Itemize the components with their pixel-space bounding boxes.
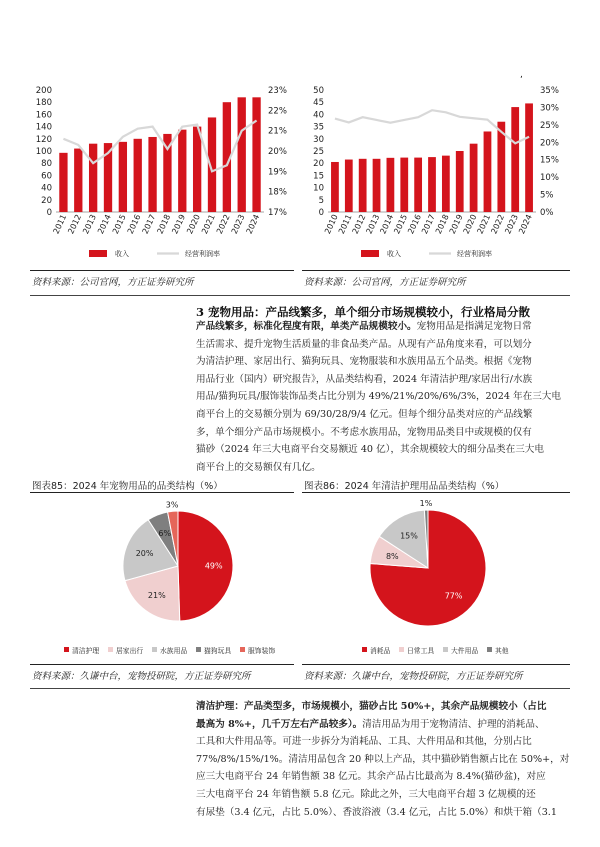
pie-value-label: 21% <box>147 590 166 600</box>
para-line: 用品/猫狗玩具/服饰装饰品类占比分别为 49%/21%/20%/6%/3%，2024 年在三大电 <box>196 391 561 403</box>
x-tick-label: 2021 <box>200 213 217 236</box>
y-tick-label: 15 <box>313 171 324 182</box>
y-tick-label: 35 <box>313 122 324 133</box>
y-tick-label: 0 <box>46 208 52 218</box>
fig85-source: 资料来源：久谦中台，宠物投研院，方正证券研究所 <box>32 671 251 682</box>
corner-mark: , <box>520 70 523 80</box>
x-tick-label: 2020 <box>461 213 479 236</box>
x-tick-label: 2023 <box>229 213 247 236</box>
bottom-paragraph <box>196 698 570 821</box>
divider <box>30 492 294 493</box>
para-line: 生活需求、提升宠物生活质量的非食品类产品。从现有产品角度来看，可以划分 <box>196 338 532 350</box>
x-tick-label: 2013 <box>364 213 382 236</box>
divider <box>30 664 294 665</box>
legend-swatch-bar <box>89 250 107 257</box>
legend-label: 服饰装饰 <box>248 647 276 655</box>
y-tick-label: 50 <box>313 86 324 96</box>
fig86-source: 资料来源：久谦中台，宠物投研院，方正证券研究所 <box>304 671 523 682</box>
legend-label: 日常工具 <box>407 647 435 655</box>
y2-tick-label: 30% <box>540 103 559 114</box>
bar <box>345 160 353 212</box>
chart-revenue-2011-2024 <box>30 82 298 267</box>
pie-value-label: 20% <box>135 549 154 559</box>
para-line: 商平台上的交易额仅有几亿。 <box>196 461 321 473</box>
para-line: 工具和大件用品等。可进一步拆分为消耗品、工具、大件用品和其他，分别占比 <box>196 736 532 748</box>
x-tick-label: 2018 <box>155 213 173 236</box>
para-line: 三大电商平台 24 年销售额 5.8 亿元。除此之外，三大电商平台超 3 亿规模的还 <box>196 788 536 800</box>
divider <box>30 270 294 271</box>
y-tick-label: 0 <box>318 208 324 218</box>
para-line: 有尿垫（3.4 亿元，占比 5.0%）、香波浴液（3.4 亿元，占比 5.0%）和烘干箱（3.1 <box>196 806 557 818</box>
y-tick-label: 40 <box>41 183 52 194</box>
x-tick-label: 2014 <box>96 213 113 236</box>
legend-swatch-bar <box>361 250 379 257</box>
x-tick-label: 2014 <box>378 213 396 236</box>
x-tick-label: 2022 <box>214 213 232 236</box>
legend-label: 清洁护理 <box>72 647 100 655</box>
legend-label: 经营利润率 <box>457 250 492 258</box>
x-tick-label: 2017 <box>420 213 437 236</box>
para-lead: 产品线繁多，标准化程度有限，单类产品规模较小。 <box>196 321 417 332</box>
divider <box>302 664 570 665</box>
y-tick-label: 100 <box>35 147 52 157</box>
legend-swatch <box>64 647 69 652</box>
para-line: 多，单个细分产品市场规模小。不考虑水族用品，宠物用品类目中或规模的仅有 <box>196 426 532 438</box>
y-tick-label: 5 <box>318 195 324 206</box>
legend-swatch <box>362 647 367 652</box>
bar <box>484 131 492 212</box>
para-line: 77%/8%/15%/1%。清洁用品包含 20 种以上产品，其中猫砂销售额占比在 50%+，对 <box>196 753 570 765</box>
y-tick-label: 200 <box>35 86 52 96</box>
bar <box>414 158 422 212</box>
x-tick-label: 2017 <box>140 213 158 236</box>
pie-value-label: 49% <box>204 561 223 571</box>
bar <box>331 162 339 212</box>
para-lead: 清洁护理：产品类型多，市场规模小，猫砂占比 50%+，其余产品规模较小（占比 <box>196 701 547 712</box>
y2-tick-label: 22% <box>268 106 287 117</box>
y2-tick-label: 5% <box>540 190 554 201</box>
chart-left-source: 资料来源：公司官网，方正证券研究所 <box>32 277 194 288</box>
y2-tick-label: 18% <box>268 187 287 198</box>
x-tick-label: 2021 <box>475 213 493 236</box>
para-lead: 最高为 8%+，几千万左右产品较多）。 <box>196 718 363 730</box>
y2-tick-label: 25% <box>540 120 559 131</box>
legend-swatch <box>399 647 404 652</box>
x-tick-label: 2012 <box>350 213 368 236</box>
y-tick-label: 180 <box>35 98 52 109</box>
bar <box>470 144 478 212</box>
bar <box>74 149 82 212</box>
y2-tick-label: 17% <box>268 208 287 218</box>
legend-swatch <box>487 647 492 652</box>
y-tick-label: 60 <box>41 171 52 182</box>
x-tick-label: 2019 <box>170 213 188 236</box>
bar <box>511 107 519 212</box>
y2-tick-label: 19% <box>268 167 287 178</box>
y-tick-label: 20 <box>41 195 52 206</box>
divider <box>30 688 570 689</box>
y-tick-label: 45 <box>313 98 324 109</box>
legend-swatch <box>152 647 157 652</box>
x-tick-label: 2022 <box>489 213 507 236</box>
pie-cleaning-care <box>302 496 570 660</box>
y2-tick-label: 10% <box>540 173 559 184</box>
para-line: 商平台上的交易额分别为 69/30/28/9/4 亿元。但每个细分品类对应的产品线繁 <box>196 408 533 420</box>
x-tick-label: 2024 <box>517 213 534 236</box>
y-tick-label: 140 <box>35 122 52 133</box>
x-tick-label: 2015 <box>110 213 128 236</box>
y2-tick-label: 0% <box>540 208 554 218</box>
pie-value-label: 6% <box>158 528 172 538</box>
legend-swatch <box>443 647 448 652</box>
pie-value-label: 77% <box>444 591 463 601</box>
bar <box>119 142 127 212</box>
y-tick-label: 160 <box>35 110 52 121</box>
bar <box>238 97 246 212</box>
para-line: 应三大电商平台 24 年销售额 38 亿元。其余产品占比最高为 8.4%(猫砂盆)，对应 <box>196 771 546 783</box>
y-tick-label: 20 <box>313 159 324 170</box>
x-tick-label: 2015 <box>392 213 410 236</box>
pie-value-label: 15% <box>400 531 418 541</box>
legend-swatch <box>196 647 201 652</box>
para-line: 猫砂（2024 年三大电商平台交易额近 40 亿），其余规模较大的细分品类在三大电 <box>196 444 544 456</box>
legend-label: 其他 <box>495 647 509 655</box>
x-tick-label: 2011 <box>336 213 354 236</box>
x-tick-label: 2010 <box>322 213 340 236</box>
legend-swatch <box>108 647 113 652</box>
legend-label: 猫狗玩具 <box>204 647 232 655</box>
legend-label: 收入 <box>387 250 401 258</box>
legend-swatch <box>240 647 245 652</box>
y2-tick-label: 23% <box>268 86 287 96</box>
bar <box>428 157 436 212</box>
divider <box>302 270 570 271</box>
para-line: 用品行业（国内）研究报告》，从品类结构看，2024 年清洁护理/家居出行/水族 <box>196 373 533 385</box>
x-tick-label: 2019 <box>447 213 465 236</box>
chart-right-source: 资料来源：公司官网，方正证券研究所 <box>304 277 466 288</box>
x-tick-label: 2018 <box>433 213 451 236</box>
y-tick-label: 30 <box>313 134 324 145</box>
bar <box>148 137 156 212</box>
section-paragraph <box>196 318 570 476</box>
x-tick-label: 2011 <box>51 213 69 236</box>
y2-tick-label: 35% <box>540 86 559 96</box>
legend-label: 消耗品 <box>370 647 391 655</box>
bar <box>252 97 260 212</box>
para-line: 宠物用品是指满足宠物日常 <box>416 321 532 332</box>
bar <box>359 159 367 212</box>
pie-value-label: 8% <box>385 551 399 561</box>
bar <box>89 144 97 212</box>
y-tick-label: 40 <box>313 110 324 121</box>
bar <box>134 139 142 212</box>
legend-label: 水族用品 <box>160 647 188 655</box>
section-heading: 3 宠物用品：产品线繁多，单个细分市场规模较小，行业格局分散 <box>196 305 531 319</box>
y2-tick-label: 15% <box>540 155 559 166</box>
y2-tick-label: 20% <box>268 147 287 157</box>
bar <box>59 153 67 212</box>
y-tick-label: 120 <box>35 134 52 145</box>
y2-tick-label: 21% <box>268 126 287 137</box>
divider <box>302 492 570 493</box>
pie-value-label: 1% <box>419 499 433 509</box>
y2-tick-label: 20% <box>540 138 559 149</box>
para-line: 清洁用品为用于宠物清洁、护理的消耗品、 <box>362 718 545 730</box>
para-line: 为清洁护理、家居出行、猫狗玩具、宠物服装和水族用品五个品类。根据《宠物 <box>196 356 532 368</box>
divider <box>30 295 570 296</box>
legend-label: 居家出行 <box>116 647 144 655</box>
x-tick-label: 2016 <box>125 213 143 236</box>
bar <box>456 151 464 212</box>
y-tick-label: 80 <box>41 159 52 170</box>
legend-label: 收入 <box>115 250 129 258</box>
x-tick-label: 2024 <box>244 213 262 236</box>
bar <box>387 158 395 212</box>
legend-label: 经营利润率 <box>185 250 220 258</box>
bar <box>373 159 381 212</box>
y-tick-label: 10 <box>313 183 324 194</box>
x-tick-label: 2023 <box>503 213 521 236</box>
bar <box>400 158 408 212</box>
fig86-title: 图表86：2024 年清洁护理用品品类结构（%） <box>304 481 505 492</box>
pie-value-label: 3% <box>165 500 179 510</box>
x-tick-label: 2016 <box>406 213 423 236</box>
fig85-title: 图表85：2024 年宠物用品的品类结构（%） <box>32 481 223 492</box>
bar <box>525 103 533 212</box>
pie-pet-supplies <box>30 496 298 660</box>
bar <box>193 127 201 212</box>
chart-revenue-2010-2024 <box>302 82 570 267</box>
x-tick-label: 2020 <box>185 213 202 236</box>
y-tick-label: 25 <box>313 147 324 157</box>
x-tick-label: 2013 <box>81 213 98 236</box>
bar <box>178 130 186 212</box>
legend-label: 大件用品 <box>451 647 479 655</box>
bar <box>442 156 450 212</box>
x-tick-label: 2012 <box>66 213 84 236</box>
